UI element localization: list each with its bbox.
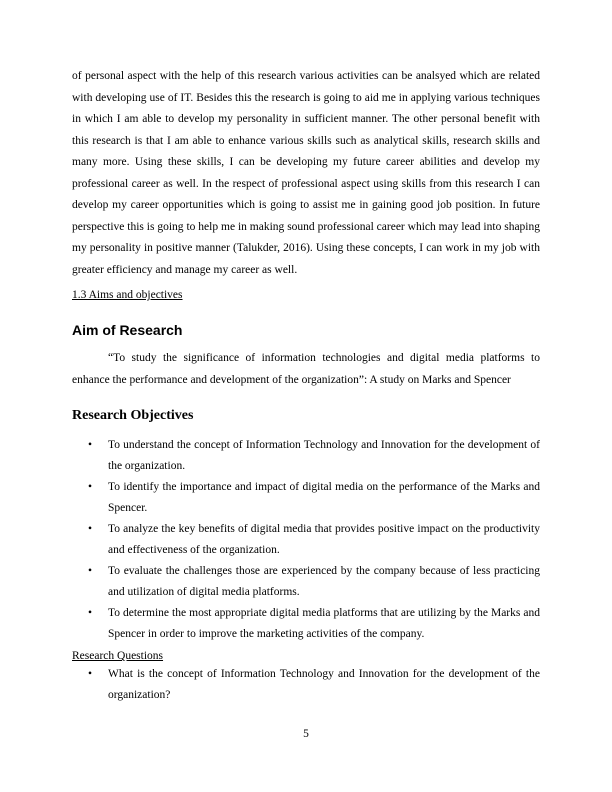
bullet-icon: • <box>88 668 93 680</box>
objectives-list <box>72 435 540 645</box>
bullet-icon: • <box>88 439 93 451</box>
objective-text: To identify the importance and impact of digital media on the performance of the Marks and Spencer. <box>108 481 540 514</box>
objective-item <box>72 603 540 645</box>
aim-heading: Aim of Research <box>72 322 183 338</box>
objective-text: To understand the concept of Information Technology and Innovation for the development of the organization. <box>108 439 540 472</box>
question-text: What is the concept of Information Technology and Innovation for the development of the organization? <box>108 668 540 701</box>
objective-item <box>72 435 540 477</box>
objective-item <box>72 477 540 519</box>
objective-item <box>72 561 540 603</box>
bullet-icon: • <box>88 607 93 619</box>
page-body <box>72 66 540 706</box>
question-item <box>72 664 540 706</box>
aim-statement: “To study the significance of information technologies and digital media platforms to enhance the performance and development of the organization”: A study on Marks and Spencer <box>72 352 540 386</box>
questions-list <box>72 664 540 706</box>
section-heading: 1.3 Aims and objectives <box>72 289 183 301</box>
objective-text: To evaluate the challenges those are experienced by the company because of less practicing and utilization of digital media platforms. <box>108 565 540 598</box>
bullet-icon: • <box>88 565 93 577</box>
objective-text: To determine the most appropriate digital media platforms that are utilizing by the Marks and Spencer in order to improve the marketing activities of the company. <box>108 607 540 640</box>
research-questions-heading: Research Questions <box>72 650 164 662</box>
page-number: 5 <box>303 728 309 740</box>
bullet-icon: • <box>88 481 93 493</box>
bullet-icon: • <box>88 523 93 535</box>
intro-paragraph: of personal aspect with the help of this research various activities can be analsyed which are related with developing use of IT. Besides this the research is going to aid me in applying various techniques in which I am able to develop my personality in sufficient manner. The other personal benefit with this research is that I am able to enhance various skills such as analytical skills, research skills and many more. Using these skills, I can be developing my future career abilities and develop my professional career as well. In the respect of professional aspect using skills from this research I can develop my career opportunities which is going to assist me in gaining good job position. In future perspective this is going to help me in making sound professional career which may lead into shaping my personality in positive manner (Talukder, 2016). Using these concepts, I can work in my job with greater efficiency and manage my career as well. <box>72 70 540 276</box>
objectives-heading: Research Objectives <box>72 408 194 423</box>
objective-item <box>72 519 540 561</box>
objective-text: To analyze the key benefits of digital media that provides positive impact on the productivity and effectiveness of the organization. <box>108 523 540 556</box>
